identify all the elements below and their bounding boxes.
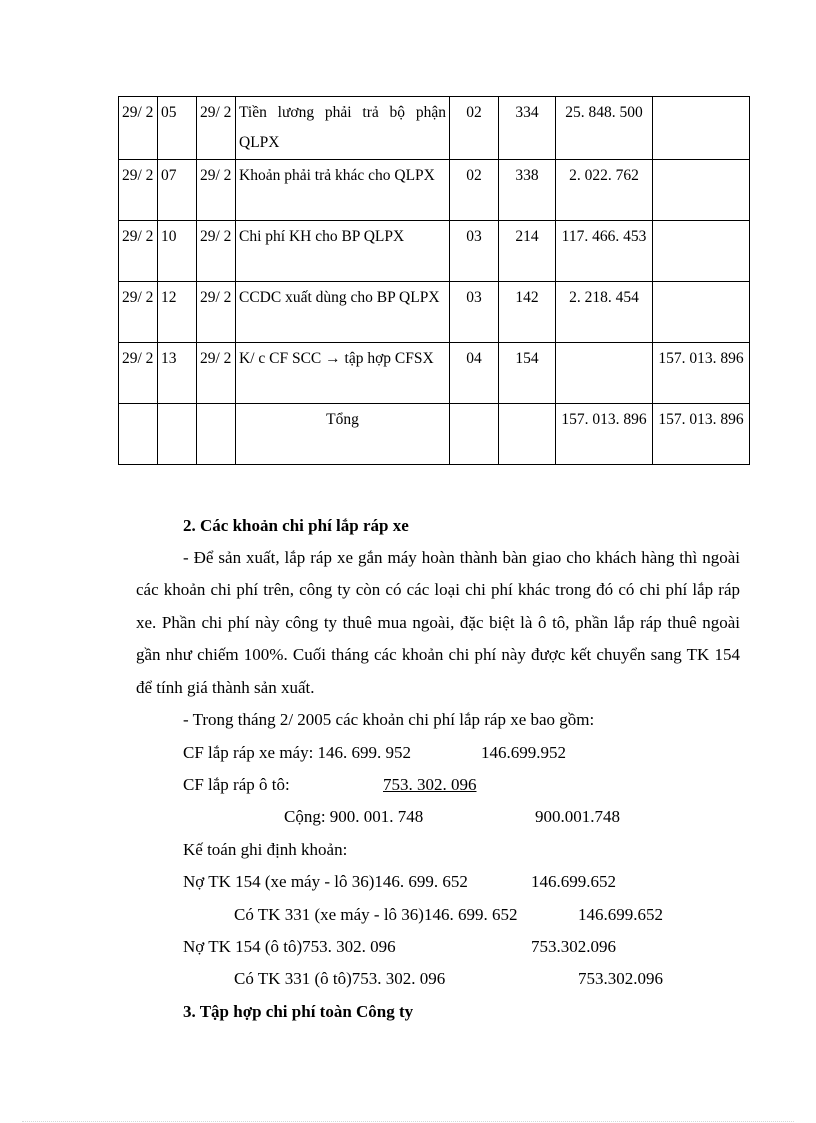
journal-intro: Kế toán ghi định khoản: [183,840,348,859]
date-cell: 29/ 2 [119,160,158,221]
credit-cell [653,160,750,221]
table-row [119,97,750,160]
date-cell: 29/ 2 [119,221,158,282]
credit-cell: 157. 013. 896 [653,343,750,404]
debit-cell: 25. 848. 500 [556,97,653,160]
page-footer-divider [22,1121,794,1122]
voucher-no-cell: 12 [158,282,197,343]
total-debit: 157. 013. 896 [556,404,653,465]
table-row [119,221,750,282]
credit-cell [653,97,750,160]
journal-entry-debit: Nợ TK 154 (ô tô)753. 302. 096 [183,937,396,956]
debit-cell: 2. 218. 454 [556,282,653,343]
voucher-no-cell: 07 [158,160,197,221]
journal-entry-debit-value: 146.699.652 [531,872,616,891]
description-cell: CCDC xuất dùng cho BP QLPX [236,282,450,343]
date-cell: 29/ 2 [119,97,158,160]
page-cell: 02 [450,160,499,221]
moto-cost-label: CF lắp ráp xe máy: 146. 699. 952 [183,743,412,762]
sum-label: Cộng: 900. 001. 748 [284,807,424,826]
debit-cell: 117. 466. 453 [556,221,653,282]
empty-cell [158,404,197,465]
page-cell: 03 [450,282,499,343]
journal-entry-debit: Nợ TK 154 (xe máy - lô 36)146. 699. 652 [183,872,468,891]
journal-entry-credit: Có TK 331 (ô tô)753. 302. 096 [234,969,446,988]
voucher-no-cell: 13 [158,343,197,404]
date-cell: 29/ 2 [197,343,236,404]
moto-cost-value: 146.699.952 [481,743,566,762]
car-cost-label: CF lắp ráp ô tô: [183,775,290,794]
date-cell: 29/ 2 [197,221,236,282]
empty-cell [197,404,236,465]
description-cell: K/ c CF SCC → tập hợp CFSX [236,343,450,404]
date-cell: 29/ 2 [119,282,158,343]
section-heading: 3. Tập hợp chi phí toàn Công ty [183,1002,414,1021]
credit-cell [653,282,750,343]
section-heading: 2. Các khoản chi phí lắp ráp xe [183,516,409,535]
page-cell: 04 [450,343,499,404]
description-cell: Chi phí KH cho BP QLPX [236,221,450,282]
body-paragraph: - Để sản xuất, lắp ráp xe gắn máy hoàn thành bàn giao cho khách hàng thì ngoài các khoản chi phí trên, công ty còn có các loại chi phí khác trong đó có chi phí lắp ráp xe. Phần chi phí này công ty thuê mua ngoài, đặc biệt là ô tô, phần lắp ráp thuê ngoài gần như chiếm 100%. Cuối tháng các khoản chi phí này được kết chuyển sang TK 154 để tính giá thành sản xuất. [136,548,740,697]
debit-cell: 2. 022. 762 [556,160,653,221]
sum-value: 900.001.748 [535,807,620,826]
journal-entry-credit: Có TK 331 (xe máy - lô 36)146. 699. 652 [234,905,518,924]
table-row [119,343,750,404]
table-row [119,160,750,221]
total-row [119,404,750,465]
account-cell: 142 [499,282,556,343]
empty-cell [450,404,499,465]
total-credit: 157. 013. 896 [653,404,750,465]
account-cell: 214 [499,221,556,282]
credit-cell [653,221,750,282]
ledger-table [118,96,750,465]
account-cell: 154 [499,343,556,404]
account-cell: 338 [499,160,556,221]
intro-line: - Trong tháng 2/ 2005 các khoản chi phí lắp ráp xe bao gồm: [183,710,595,729]
journal-entry-credit-value: 146.699.652 [578,905,663,924]
page-cell: 03 [450,221,499,282]
date-cell: 29/ 2 [197,160,236,221]
voucher-no-cell: 05 [158,97,197,160]
table-row [119,282,750,343]
total-label: Tổng [236,404,450,465]
date-cell: 29/ 2 [197,282,236,343]
journal-entry-debit-value: 753.302.096 [531,937,616,956]
account-cell: 334 [499,97,556,160]
journal-entry-credit-value: 753.302.096 [578,969,663,988]
page-cell: 02 [450,97,499,160]
empty-cell [499,404,556,465]
description-cell: Tiền lương phải trả bộ phận QLPX [236,97,450,160]
empty-cell [119,404,158,465]
date-cell: 29/ 2 [197,97,236,160]
date-cell: 29/ 2 [119,343,158,404]
debit-cell [556,343,653,404]
car-cost-amount: 753. 302. 096 [383,775,477,794]
voucher-no-cell: 10 [158,221,197,282]
description-cell: Khoản phải trả khác cho QLPX [236,160,450,221]
